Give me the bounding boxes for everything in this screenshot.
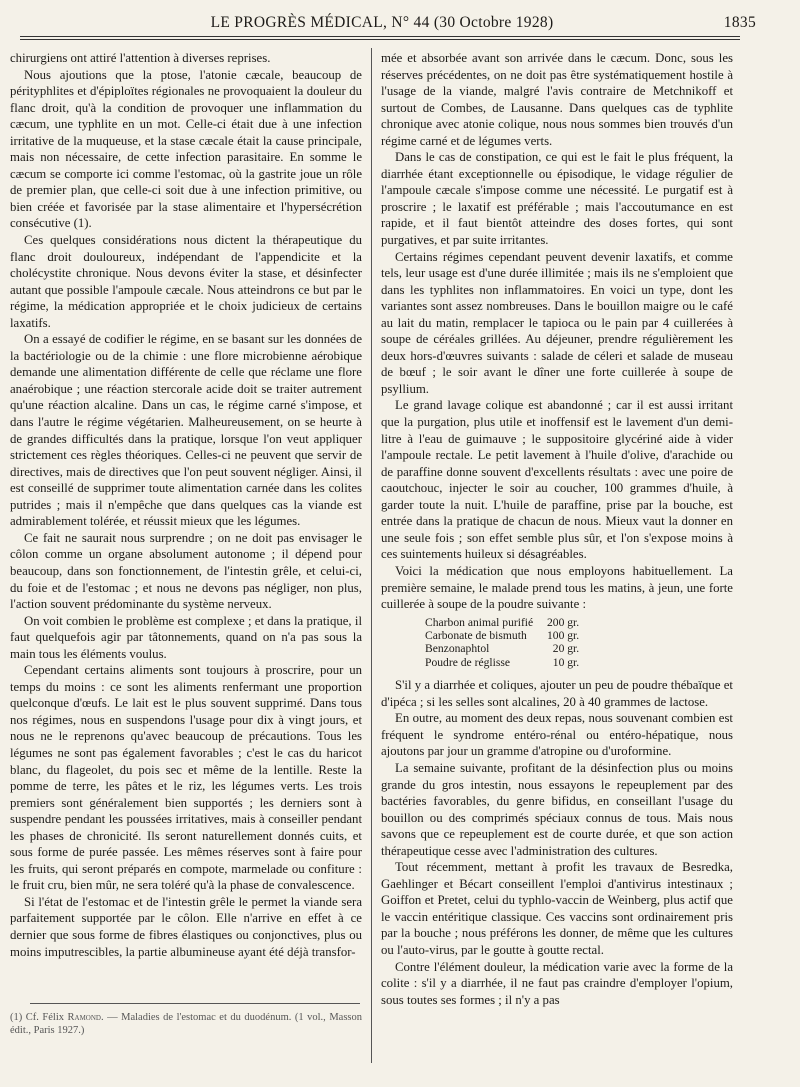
right-column: [381, 50, 733, 1008]
running-header: [22, 12, 756, 34]
paragraph: Contre l'élément douleur, la médication varie avec la forme de la colite : s'il y a diarrhée, il ne faut pas craindre d'employer l'opium, sous toutes ses formes ; il n'y a pas: [381, 959, 733, 1007]
page-number: 1835: [723, 14, 756, 31]
paragraph: On voit combien le problème est complexe ; et dans la pratique, il faut quelquefois agir par tâtonnements, quand on n'a pas sous la main tous les éléments voulus.: [10, 613, 362, 661]
ingredient-quantity: 200 gr.: [546, 615, 580, 629]
paragraph: Tout récemment, mettant à profit les travaux de Besredka, Gaehlinger et Bécart conseillent l'emploi d'antivirus intestinaux ; Goiffon et Pretet, celui du typhlo-vaccin de Weinberg, plus actif que le vaccin entéritique classique. Ces vaccins sont ordinairement pris par la bouche ; nous préférons les donner, de même que les cultures ou l'auto-virus, par le goutte à goutte rectal.: [381, 860, 733, 957]
paragraph: On a essayé de codifier le régime, en se basant sur les données de la bactériologie ou de la chimie : une flore microbienne aérobique demande une alimentation différente de celle que réclame une flore anaérobique ; une réaction stercorale acide doit se traiter autrement qu'une réaction alcaline. Dans un cas, le régime carné s'impose, et dans l'autre le régime végétarien. Malheureusement, on se heurte à de grandes difficultés dans la pratique, lorsque l'on veut appliquer strictement ces règles théoriques. Celles-ci ne peuvent que servir de directives, mais de directives que l'on peut souvent négliger. Ainsi, il est conseillé de supprimer toute alimentation carnée dans les colites putrides ; mais il n'empêche que dans quelques cas la viande est admirablement tolérée, et réussit mieux que les légumes.: [10, 332, 362, 529]
footnote-author: Ramond: [67, 1012, 101, 1023]
header-rule: [20, 36, 740, 37]
footnote-rule: [30, 1003, 360, 1004]
journal-title: LE PROGRÈS MÉDICAL, N° 44 (30 Octobre 1928): [210, 14, 554, 31]
paragraph: Dans le cas de constipation, ce qui est le fait le plus fréquent, la diarrhée étant exceptionnelle ou épisodique, le vidage régulier de l'ampoule cæcale s'impose comme une nécessité. Le purgatif est à proscrire ; le laxatif est préférable ; mais l'accoutumance en est rapide, et il faut bientôt atteindre des doses fortes, qui sont purgatives, et par suite irritantes.: [381, 150, 733, 248]
paragraph: Le grand lavage colique est abandonné ; car il est aussi irritant que la purgation, plus utile et inoffensif est le lavement d'un demi-litre à l'eau de guimauve ; le suppositoire glycériné aide à vider l'ampoule rectale. Le petit lavement à l'huile d'olive, d'arachide ou de paraffine donne souvent d'excellents résultats : avec une poire de caoutchouc, injecter le soir au coucher, 100 grammes d'huile, à garder toute la nuit. L'huile de paraffine, prise par la bouche, est entrée dans la pratique de chacun de nous. Mieux vaut la donner en une seule fois ; son effet semble plus sûr, et l'on s'expose moins à ces suintements huileux si désagréables.: [381, 398, 733, 562]
footnote-rest: . — Maladies de l'estomac et du duodénum. (1 vol., Masson édit., Paris 1927.): [10, 1012, 362, 1036]
ingredient-quantity: 20 gr.: [552, 642, 580, 656]
paragraph: Ces quelques considérations nous dictent la thérapeutique du flanc droit douloureux, indépendant de l'appendicite et la cholécystite chronique. Nous devons éviter la stase, et désinfecter autant que possible l'ampoule cæcale. Nous atteindrons ce but par le régime, la médication appropriée et le choix judicieux de certains laxatifs.: [10, 233, 362, 330]
prescription-table: [425, 616, 579, 670]
paragraph: Ce fait ne saurait nous surprendre ; on ne doit pas envisager le côlon comme un organe absolument autonome ; il dépend pour beaucoup, dans son fonctionnement, de l'intestin grêle, et celui-ci, du foie et de l'estomac ; et nous ne devons pas négliger, non plus, l'action souvent prédominante du système nerveux.: [10, 530, 362, 612]
paragraph: S'il y a diarrhée et coliques, ajouter un peu de poudre thébaïque et d'ipéca ; si les selles sont alcalines, 20 à 40 grammes de lactose.: [381, 678, 733, 709]
paragraph: La semaine suivante, profitant de la désinfection plus ou moins grande du gros intestin, nous essayons le repeuplement par des bactéries favorables, du genre bifidus, en conseillant l'usage du bouillon ou des comprimés spéciaux connus de tous. Mais nous savons que ce repeuplement est de courte durée, et que son action thérapeutique cesse avec l'administration des cultures.: [381, 760, 733, 858]
paragraph: Si l'état de l'estomac et de l'intestin grêle le permet la viande sera parfaitement supportée par le côlon. Elle n'arrive en effet à ce dernier que sous forme de fibres élastiques ou conjonctives, plus ou moins imputrescibles, la partie albumineuse ayant été déjà transfor-: [10, 894, 362, 959]
ingredient-quantity: 10 gr.: [552, 655, 580, 669]
footnote: [10, 1011, 362, 1037]
paragraph: Voici la médication que nous employons habituellement. La première semaine, le malade prend tous les matins, à jeun, une forte cuillerée à soupe de la poudre suivante :: [381, 563, 733, 612]
prescription-row: [425, 629, 579, 642]
header-rule-double: [20, 39, 740, 40]
prescription-row: [425, 642, 579, 655]
prescription-row: [425, 616, 579, 629]
footnote-lead: (1) Cf. Félix: [10, 1012, 68, 1023]
ingredient-name: Benzonaphtol: [425, 642, 490, 656]
left-column: [10, 50, 362, 960]
paragraph: En outre, au moment des deux repas, nous souvenant combien est fréquent le syndrome entéro-rénal ou entéro-hépatique, nous ajoutons par jour un gramme d'atropine ou d'uroformine.: [381, 711, 733, 759]
ingredient-name: Poudre de réglisse: [425, 655, 511, 669]
ingredient-quantity: 100 gr.: [546, 629, 580, 642]
ingredient-name: Carbonate de bismuth: [425, 629, 527, 642]
column-divider: [371, 48, 372, 1063]
paragraph: Nous ajoutions que la ptose, l'atonie cæcale, beaucoup de pérityphlites et d'épiploïtes régionales ne provoquaient la douleur du flanc droit, qu'à la condition de provoquer une inflammation du cæcum, une typhlite en un mot. Celle-ci était due à une infection irritative de la muqueuse, et la stase cæcale était la cause principale, mais non nécessaire, de cette infection parasitaire. En somme le cæcum se comporte ici comme l'estomac, où la gastrite joue un rôle de premier plan, que celle-ci soit due à une infection primitive, ou bien créée et favorisée par la stase alimentaire et l'hypersécrétion consécutive (1).: [10, 67, 362, 231]
paragraph: Cependant certains aliments sont toujours à proscrire, pour un temps du moins : ce sont les aliments renfermant une proportion quelconque d'œufs. Le lait est le plus souvent supprimé. Dans tous nos régimes, nous en suspendons l'usage pour dix à vingt jours, et nous ne le reprenons qu'avec beaucoup de précautions. Tous les légumes ne sont pas également favorables ; c'est le cas du haricot blanc, du flageolet, du pois sec et même de la lentille. Reste la pomme de terre, les pâtes et le riz, les légumes verts. Les trois premiers sont généralement bien supportés ; les derniers sont à suspendre pendant les poussées irritatives, mais à conseiller pendant les phases de chronicité. Ils seront naturellement donnés cuits, et sous forme de purée passée. Les mêmes réserves sont à faire pour les fruits, qui seront préparés en compote, marmelade ou confiture : le fruit cru, bien mûr, ne sera toléré qu'à la phase de convalescence.: [10, 663, 362, 893]
prescription-row: [425, 656, 579, 669]
paragraph: chirurgiens ont attiré l'attention à diverses reprises.: [10, 51, 271, 65]
paragraph: mée et absorbée avant son arrivée dans le cæcum. Donc, sous les réserves précédentes, on ne doit pas être systématiquement hostile à l'usage de la viande, malgré l'avis contraire de Metchnikoff et surtout de Combes, de Lausanne. Dans quelques cas de typhlite chronique avec atonie colique, nous nous sommes bien trouvés d'un régime carné et de légumes verts.: [381, 51, 733, 148]
ingredient-name: Charbon animal purifié: [425, 615, 534, 629]
paragraph: Certains régimes cependant peuvent devenir laxatifs, et comme tels, leur usage est d'une durée illimitée ; mais ils ne s'emploient que dans les typhlites non inflammatoires. En voici un type, dont les variantes sont assez nombreuses. Dans le bouillon maigre ou le café au lait du matin, remplacer le tapioca ou le pain par 4 cuillerées à soupe de céréales grillées. Au déjeuner, prendre régulièrement les deux hors-d'œuvres suivants : salade de céleri et salade de museau de bœuf ; le soir avant le dîner une forte cuillerée à soupe de psyllium.: [381, 249, 733, 396]
